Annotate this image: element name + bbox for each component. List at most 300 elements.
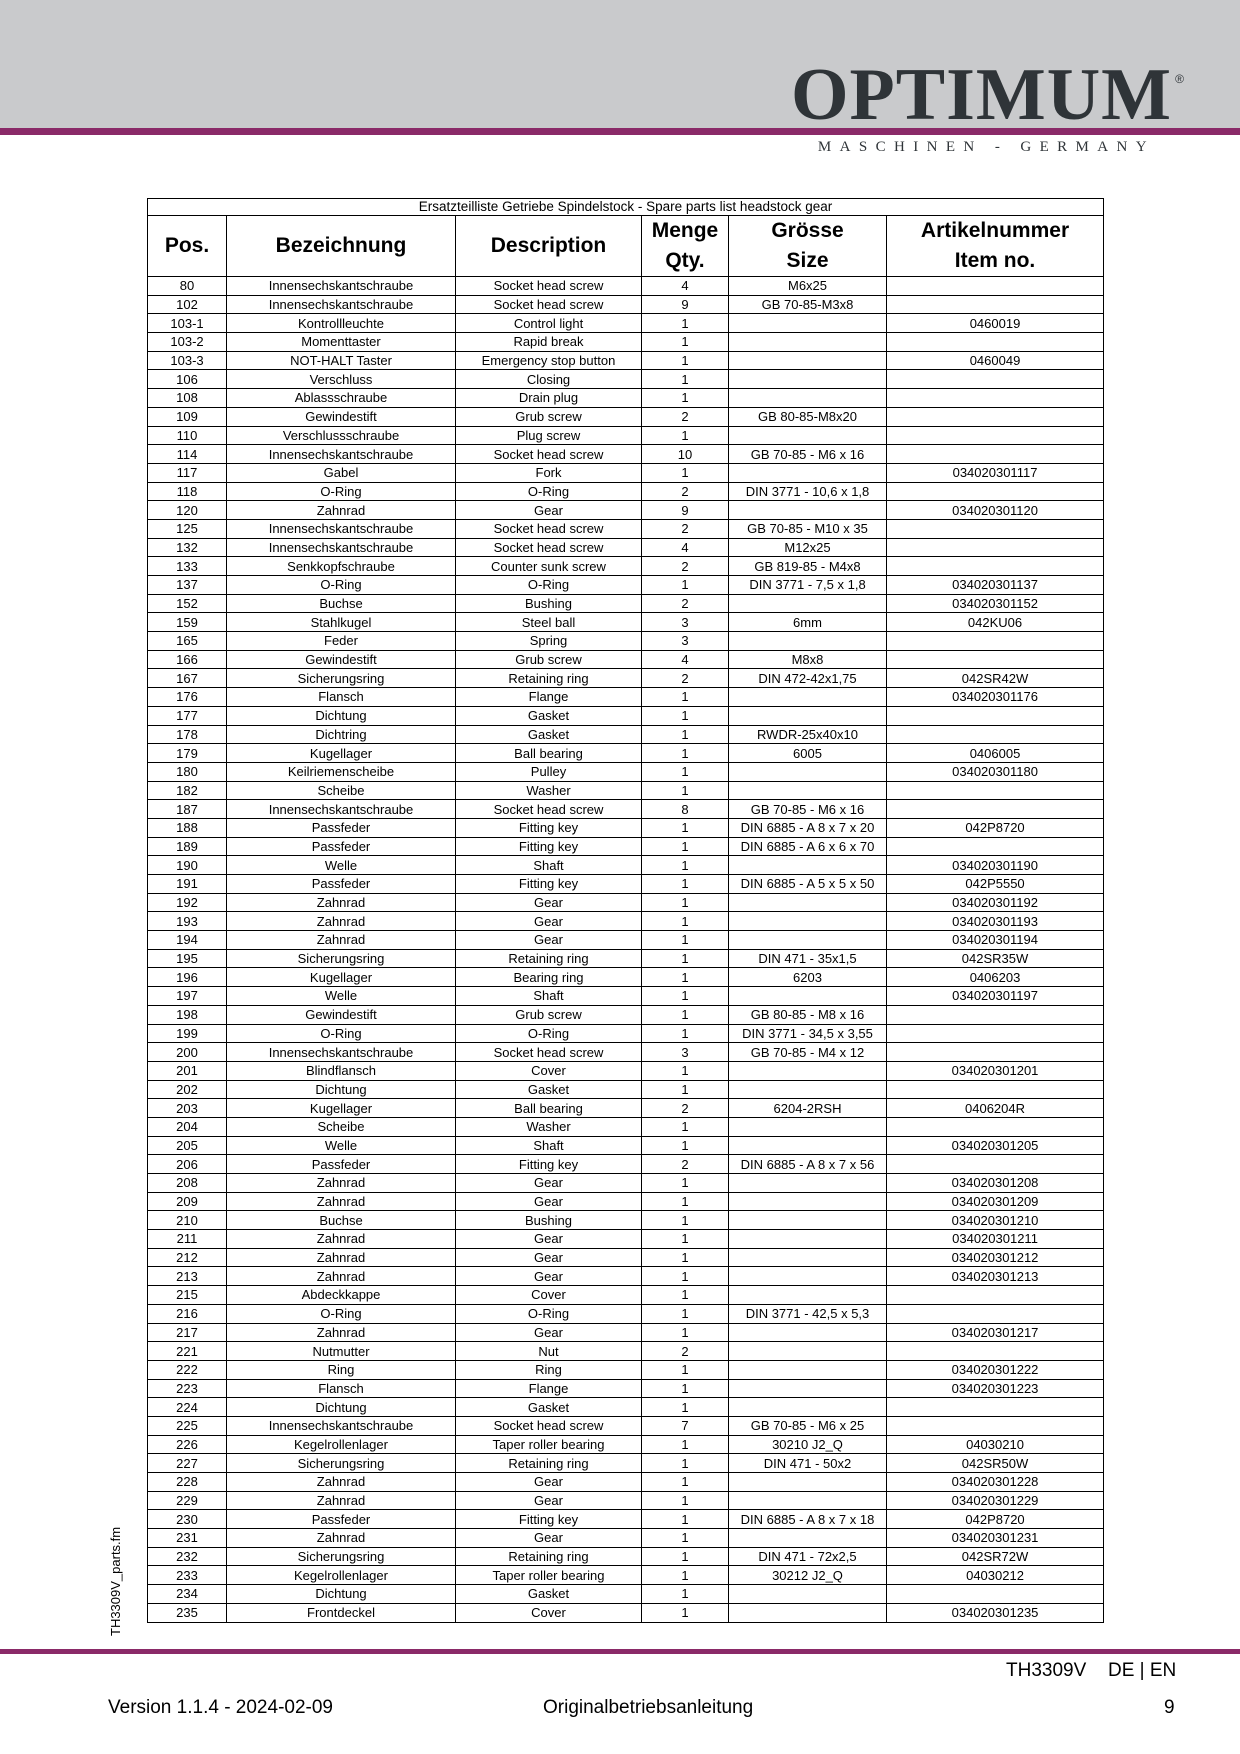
cell-qty: 8: [642, 800, 729, 819]
cell-qty: 3: [642, 1043, 729, 1062]
cell-item-no: [887, 333, 1104, 352]
cell-pos: 213: [148, 1267, 227, 1286]
cell-description: Fitting key: [456, 1155, 642, 1174]
cell-pos: 193: [148, 912, 227, 931]
cell-qty: 1: [642, 1603, 729, 1622]
cell-pos: 228: [148, 1473, 227, 1492]
cell-bezeichnung: Innensechskantschraube: [227, 800, 456, 819]
cell-item-no: [887, 1155, 1104, 1174]
cell-item-no: [887, 837, 1104, 856]
cell-item-no: 042SR42W: [887, 669, 1104, 688]
table-row: [148, 594, 1104, 613]
cell-item-no: [887, 800, 1104, 819]
cell-qty: 3: [642, 613, 729, 632]
cell-description: Fork: [456, 463, 642, 482]
cell-size: GB 70-85 - M6 x 25: [729, 1416, 887, 1435]
cell-pos: 102: [148, 295, 227, 314]
cell-item-no: 034020301180: [887, 762, 1104, 781]
cell-size: [729, 1267, 887, 1286]
cell-item-no: 034020301229: [887, 1491, 1104, 1510]
cell-item-no: [887, 1005, 1104, 1024]
cell-bezeichnung: Keilriemenscheibe: [227, 762, 456, 781]
cell-qty: 1: [642, 818, 729, 837]
cell-qty: 1: [642, 1230, 729, 1249]
table-row: [148, 781, 1104, 800]
cell-pos: 201: [148, 1061, 227, 1080]
cell-item-no: 034020301194: [887, 931, 1104, 950]
cell-bezeichnung: Ring: [227, 1360, 456, 1379]
cell-pos: 206: [148, 1155, 227, 1174]
cell-description: Closing: [456, 370, 642, 389]
cell-item-no: 034020301222: [887, 1360, 1104, 1379]
cell-item-no: [887, 426, 1104, 445]
cell-pos: 103-1: [148, 314, 227, 333]
cell-size: [729, 463, 887, 482]
cell-pos: 232: [148, 1547, 227, 1566]
cell-qty: 1: [642, 1061, 729, 1080]
header-item-no-label: Item no.: [954, 249, 1036, 272]
cell-item-no: 034020301197: [887, 987, 1104, 1006]
cell-size: [729, 1360, 887, 1379]
cell-description: Grub screw: [456, 407, 642, 426]
cell-description: Gasket: [456, 1585, 642, 1604]
header-bezeichnung: Bezeichnung: [227, 216, 456, 277]
cell-pos: 109: [148, 407, 227, 426]
cell-size: [729, 893, 887, 912]
cell-description: Gasket: [456, 1398, 642, 1417]
cell-size: [729, 1342, 887, 1361]
table-row: [148, 1585, 1104, 1604]
cell-size: DIN 3771 - 42,5 x 5,3: [729, 1304, 887, 1323]
cell-description: Gear: [456, 931, 642, 950]
cell-bezeichnung: Verschlussschraube: [227, 426, 456, 445]
cell-qty: 1: [642, 987, 729, 1006]
table-row: [148, 1117, 1104, 1136]
cell-description: Gear: [456, 912, 642, 931]
cell-qty: 1: [642, 744, 729, 763]
cell-item-no: [887, 781, 1104, 800]
cell-pos: 231: [148, 1529, 227, 1548]
table-header-row: [148, 216, 1104, 277]
cell-pos: 176: [148, 688, 227, 707]
cell-qty: 9: [642, 501, 729, 520]
cell-pos: 125: [148, 519, 227, 538]
cell-pos: 226: [148, 1435, 227, 1454]
cell-description: Shaft: [456, 856, 642, 875]
header-qty: [642, 216, 729, 277]
cell-qty: 9: [642, 295, 729, 314]
cell-description: O-Ring: [456, 482, 642, 501]
cell-qty: 1: [642, 426, 729, 445]
cell-size: [729, 1211, 887, 1230]
table-row: [148, 351, 1104, 370]
cell-bezeichnung: O-Ring: [227, 576, 456, 595]
brand-tagline: MASCHINEN - GERMANY: [817, 139, 1155, 155]
cell-bezeichnung: O-Ring: [227, 1304, 456, 1323]
header-size: [729, 216, 887, 277]
cell-size: 6mm: [729, 613, 887, 632]
cell-pos: 108: [148, 389, 227, 408]
cell-qty: 1: [642, 1547, 729, 1566]
footer-accent-line: [0, 1649, 1240, 1654]
cell-size: [729, 1080, 887, 1099]
cell-qty: 1: [642, 1248, 729, 1267]
table-row: [148, 1248, 1104, 1267]
cell-qty: 1: [642, 351, 729, 370]
cell-pos: 180: [148, 762, 227, 781]
cell-pos: 120: [148, 501, 227, 520]
cell-description: Socket head screw: [456, 277, 642, 296]
cell-item-no: [887, 706, 1104, 725]
cell-item-no: 0406204R: [887, 1099, 1104, 1118]
header-groesse-label: Grösse: [771, 219, 844, 242]
cell-bezeichnung: Dichtung: [227, 1080, 456, 1099]
cell-bezeichnung: Zahnrad: [227, 1473, 456, 1492]
cell-size: [729, 1286, 887, 1305]
cell-pos: 133: [148, 557, 227, 576]
cell-item-no: 034020301228: [887, 1473, 1104, 1492]
cell-description: Flange: [456, 688, 642, 707]
cell-qty: 1: [642, 1435, 729, 1454]
cell-bezeichnung: Kugellager: [227, 968, 456, 987]
cell-qty: 1: [642, 893, 729, 912]
table-row: [148, 725, 1104, 744]
table-row: [148, 463, 1104, 482]
cell-qty: 1: [642, 1080, 729, 1099]
cell-bezeichnung: Frontdeckel: [227, 1603, 456, 1622]
cell-size: [729, 389, 887, 408]
cell-item-no: 034020301117: [887, 463, 1104, 482]
cell-size: [729, 987, 887, 1006]
footer-languages: DE | EN: [1108, 1660, 1177, 1681]
cell-bezeichnung: Zahnrad: [227, 1491, 456, 1510]
cell-description: Ball bearing: [456, 744, 642, 763]
cell-pos: 227: [148, 1454, 227, 1473]
cell-pos: 209: [148, 1192, 227, 1211]
cell-size: [729, 1230, 887, 1249]
cell-item-no: 042SR50W: [887, 1454, 1104, 1473]
cell-item-no: 04030210: [887, 1435, 1104, 1454]
cell-pos: 152: [148, 594, 227, 613]
cell-item-no: [887, 1342, 1104, 1361]
cell-size: DIN 6885 - A 8 x 7 x 20: [729, 818, 887, 837]
cell-description: O-Ring: [456, 576, 642, 595]
table-row: [148, 277, 1104, 296]
table-row: [148, 1603, 1104, 1622]
cell-pos: 117: [148, 463, 227, 482]
cell-item-no: 0406005: [887, 744, 1104, 763]
cell-item-no: [887, 538, 1104, 557]
cell-description: O-Ring: [456, 1024, 642, 1043]
cell-pos: 190: [148, 856, 227, 875]
cell-pos: 179: [148, 744, 227, 763]
cell-pos: 80: [148, 277, 227, 296]
table-row: [148, 1360, 1104, 1379]
cell-item-no: 034020301201: [887, 1061, 1104, 1080]
cell-pos: 204: [148, 1117, 227, 1136]
cell-bezeichnung: Passfeder: [227, 875, 456, 894]
table-row: [148, 632, 1104, 651]
cell-description: Gear: [456, 501, 642, 520]
table-row: [148, 1267, 1104, 1286]
cell-description: Gear: [456, 1248, 642, 1267]
cell-description: O-Ring: [456, 1304, 642, 1323]
cell-bezeichnung: Innensechskantschraube: [227, 1416, 456, 1435]
cell-item-no: [887, 1416, 1104, 1435]
table-row: [148, 762, 1104, 781]
cell-item-no: [887, 445, 1104, 464]
cell-qty: 2: [642, 407, 729, 426]
cell-description: Nut: [456, 1342, 642, 1361]
cell-pos: 217: [148, 1323, 227, 1342]
table-row: [148, 688, 1104, 707]
cell-size: [729, 351, 887, 370]
table-row: [148, 744, 1104, 763]
cell-pos: 208: [148, 1174, 227, 1193]
cell-description: Cover: [456, 1061, 642, 1080]
cell-qty: 1: [642, 1585, 729, 1604]
cell-description: Retaining ring: [456, 949, 642, 968]
cell-bezeichnung: Innensechskantschraube: [227, 445, 456, 464]
table-row: [148, 893, 1104, 912]
cell-description: Gear: [456, 1323, 642, 1342]
cell-pos: 221: [148, 1342, 227, 1361]
cell-pos: 230: [148, 1510, 227, 1529]
cell-pos: 202: [148, 1080, 227, 1099]
table-row: [148, 931, 1104, 950]
cell-pos: 110: [148, 426, 227, 445]
cell-bezeichnung: Passfeder: [227, 837, 456, 856]
cell-item-no: 034020301213: [887, 1267, 1104, 1286]
cell-item-no: 0460019: [887, 314, 1104, 333]
cell-bezeichnung: Scheibe: [227, 781, 456, 800]
cell-pos: 191: [148, 875, 227, 894]
cell-pos: 106: [148, 370, 227, 389]
cell-pos: 203: [148, 1099, 227, 1118]
cell-bezeichnung: Dichtung: [227, 1585, 456, 1604]
cell-item-no: 034020301235: [887, 1603, 1104, 1622]
cell-qty: 1: [642, 688, 729, 707]
cell-size: [729, 762, 887, 781]
cell-size: M12x25: [729, 538, 887, 557]
cell-item-no: 042SR72W: [887, 1547, 1104, 1566]
cell-qty: 1: [642, 1211, 729, 1230]
table-row: [148, 706, 1104, 725]
cell-size: DIN 3771 - 10,6 x 1,8: [729, 482, 887, 501]
table-row: [148, 445, 1104, 464]
cell-bezeichnung: Momenttaster: [227, 333, 456, 352]
cell-size: [729, 1136, 887, 1155]
cell-description: Counter sunk screw: [456, 557, 642, 576]
cell-description: Ring: [456, 1360, 642, 1379]
cell-bezeichnung: Kugellager: [227, 1099, 456, 1118]
cell-pos: 235: [148, 1603, 227, 1622]
cell-description: Socket head screw: [456, 800, 642, 819]
cell-pos: 192: [148, 893, 227, 912]
cell-item-no: [887, 295, 1104, 314]
cell-bezeichnung: Innensechskantschraube: [227, 295, 456, 314]
cell-bezeichnung: Gabel: [227, 463, 456, 482]
cell-size: [729, 688, 887, 707]
cell-qty: 10: [642, 445, 729, 464]
table-row: [148, 1024, 1104, 1043]
cell-size: [729, 1603, 887, 1622]
table-row: [148, 1005, 1104, 1024]
cell-bezeichnung: Blindflansch: [227, 1061, 456, 1080]
cell-qty: 1: [642, 1005, 729, 1024]
cell-qty: 1: [642, 837, 729, 856]
cell-size: [729, 1061, 887, 1080]
cell-description: Rapid break: [456, 333, 642, 352]
table-row: [148, 370, 1104, 389]
cell-qty: 4: [642, 650, 729, 669]
cell-bezeichnung: O-Ring: [227, 482, 456, 501]
table-row: [148, 1323, 1104, 1342]
cell-size: DIN 3771 - 34,5 x 3,55: [729, 1024, 887, 1043]
cell-size: [729, 1398, 887, 1417]
table-row: [148, 1174, 1104, 1193]
header-qty-label: Qty.: [665, 249, 705, 272]
cell-qty: 2: [642, 1099, 729, 1118]
cell-size: [729, 856, 887, 875]
cell-size: M8x8: [729, 650, 887, 669]
cell-item-no: 0406203: [887, 968, 1104, 987]
cell-bezeichnung: Dichtung: [227, 706, 456, 725]
cell-item-no: 042P8720: [887, 1510, 1104, 1529]
table-row: [148, 987, 1104, 1006]
cell-description: Control light: [456, 314, 642, 333]
cell-qty: 1: [642, 762, 729, 781]
cell-item-no: [887, 557, 1104, 576]
table-body: [148, 277, 1104, 1623]
cell-pos: 118: [148, 482, 227, 501]
table-row: [148, 1061, 1104, 1080]
cell-item-no: [887, 1024, 1104, 1043]
cell-bezeichnung: Zahnrad: [227, 1248, 456, 1267]
cell-description: Gear: [456, 1267, 642, 1286]
cell-description: Retaining ring: [456, 669, 642, 688]
header-pos: Pos.: [148, 216, 227, 277]
cell-item-no: [887, 1117, 1104, 1136]
cell-size: DIN 6885 - A 8 x 7 x 18: [729, 1510, 887, 1529]
cell-description: Ball bearing: [456, 1099, 642, 1118]
cell-bezeichnung: Zahnrad: [227, 1174, 456, 1193]
cell-bezeichnung: Ablassschraube: [227, 389, 456, 408]
cell-description: Gear: [456, 1174, 642, 1193]
cell-item-no: 042KU06: [887, 613, 1104, 632]
cell-item-no: [887, 1304, 1104, 1323]
cell-bezeichnung: Passfeder: [227, 1510, 456, 1529]
cell-qty: 1: [642, 1323, 729, 1342]
cell-item-no: 034020301223: [887, 1379, 1104, 1398]
cell-bezeichnung: Zahnrad: [227, 912, 456, 931]
cell-bezeichnung: NOT-HALT Taster: [227, 351, 456, 370]
cell-pos: 211: [148, 1230, 227, 1249]
cell-item-no: [887, 1398, 1104, 1417]
cell-description: Drain plug: [456, 389, 642, 408]
cell-description: Spring: [456, 632, 642, 651]
table-row: [148, 949, 1104, 968]
cell-pos: 178: [148, 725, 227, 744]
cell-description: Grub screw: [456, 1005, 642, 1024]
cell-description: Gear: [456, 1230, 642, 1249]
cell-qty: 1: [642, 856, 729, 875]
footer-version: Version 1.1.4 - 2024-02-09: [108, 1697, 333, 1718]
cell-size: [729, 426, 887, 445]
cell-qty: 1: [642, 725, 729, 744]
cell-qty: 1: [642, 1379, 729, 1398]
cell-qty: 1: [642, 949, 729, 968]
cell-description: Cover: [456, 1286, 642, 1305]
cell-bezeichnung: Dichtung: [227, 1398, 456, 1417]
cell-bezeichnung: Zahnrad: [227, 893, 456, 912]
cell-bezeichnung: Welle: [227, 987, 456, 1006]
cell-size: DIN 6885 - A 8 x 7 x 56: [729, 1155, 887, 1174]
cell-description: Gear: [456, 1491, 642, 1510]
cell-item-no: 034020301211: [887, 1230, 1104, 1249]
header-size-label: Size: [786, 249, 829, 272]
cell-qty: 7: [642, 1416, 729, 1435]
cell-qty: 1: [642, 968, 729, 987]
cell-qty: 1: [642, 875, 729, 894]
cell-pos: 187: [148, 800, 227, 819]
side-file-label: TH3309V_parts.fm: [108, 1526, 123, 1636]
table-row: [148, 875, 1104, 894]
cell-pos: 197: [148, 987, 227, 1006]
cell-item-no: 042P5550: [887, 875, 1104, 894]
cell-size: [729, 706, 887, 725]
cell-qty: 1: [642, 706, 729, 725]
header-item-no: [887, 216, 1104, 277]
cell-description: Pulley: [456, 762, 642, 781]
cell-description: Gear: [456, 893, 642, 912]
table-row: [148, 1435, 1104, 1454]
cell-size: [729, 912, 887, 931]
cell-qty: 1: [642, 1304, 729, 1323]
cell-pos: 166: [148, 650, 227, 669]
cell-qty: 1: [642, 576, 729, 595]
cell-pos: 224: [148, 1398, 227, 1417]
cell-size: DIN 6885 - A 5 x 5 x 50: [729, 875, 887, 894]
table-row: [148, 426, 1104, 445]
cell-description: Shaft: [456, 1136, 642, 1155]
cell-size: RWDR-25x40x10: [729, 725, 887, 744]
cell-description: Bushing: [456, 594, 642, 613]
cell-item-no: [887, 1585, 1104, 1604]
table-row: [148, 519, 1104, 538]
cell-pos: 215: [148, 1286, 227, 1305]
cell-qty: 1: [642, 1398, 729, 1417]
cell-size: [729, 1491, 887, 1510]
cell-description: Washer: [456, 1117, 642, 1136]
cell-bezeichnung: Nutmutter: [227, 1342, 456, 1361]
cell-qty: 2: [642, 519, 729, 538]
cell-bezeichnung: Scheibe: [227, 1117, 456, 1136]
cell-size: DIN 471 - 50x2: [729, 1454, 887, 1473]
table-row: [148, 501, 1104, 520]
cell-description: Fitting key: [456, 875, 642, 894]
registered-mark: ®: [1175, 72, 1184, 86]
cell-description: Socket head screw: [456, 295, 642, 314]
table-row: [148, 1547, 1104, 1566]
cell-item-no: 034020301209: [887, 1192, 1104, 1211]
table-row: [148, 1099, 1104, 1118]
cell-description: Washer: [456, 781, 642, 800]
cell-pos: 212: [148, 1248, 227, 1267]
cell-size: [729, 1473, 887, 1492]
cell-item-no: 04030212: [887, 1566, 1104, 1585]
cell-size: 6005: [729, 744, 887, 763]
